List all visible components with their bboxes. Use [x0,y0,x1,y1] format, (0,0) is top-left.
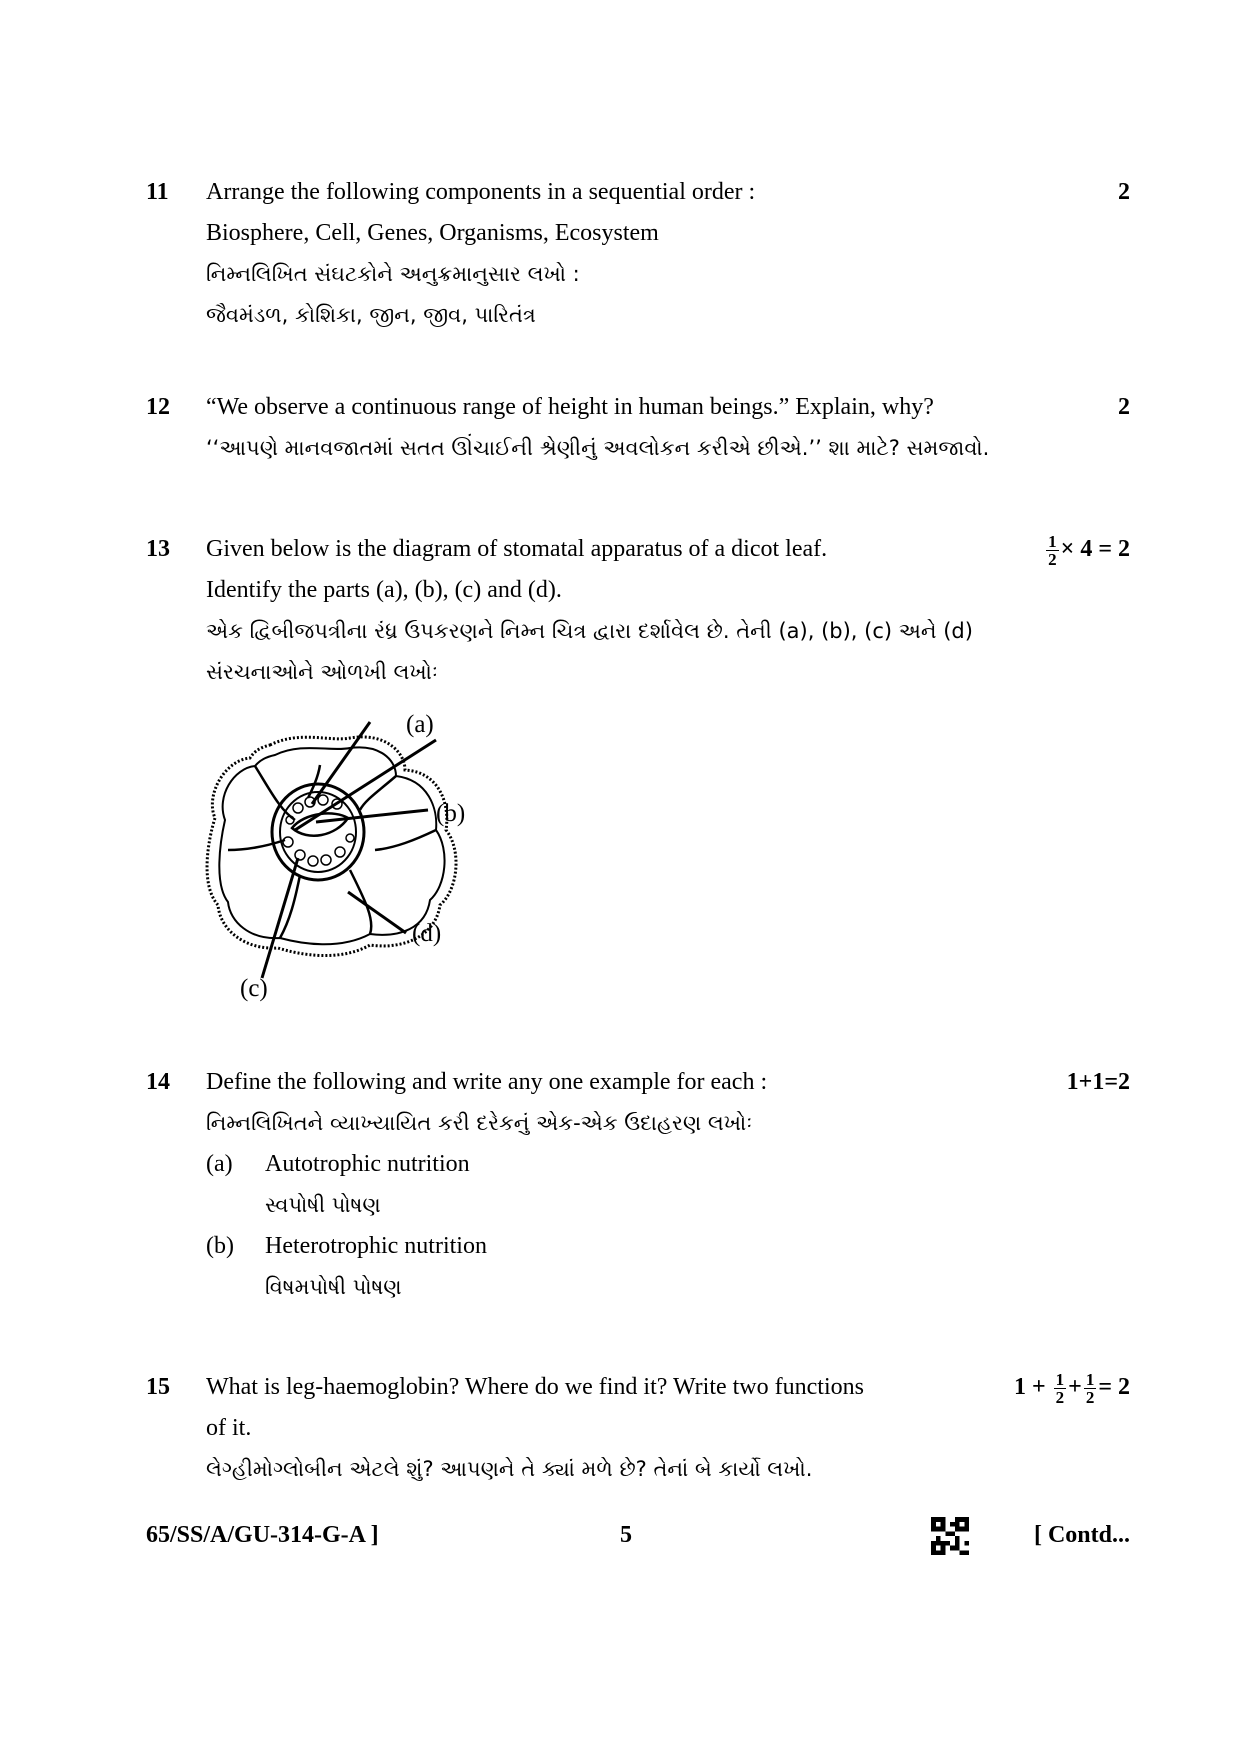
fraction: $\frac{1}{2}$ [1055,1369,1065,1407]
question-text: Arrange the following components in a sequential order : [206,179,756,205]
subsidiary-cell-wall [360,776,396,810]
question-text-gujarati: સંરચનાઓને ઓળખી લખોઃ [206,660,438,684]
question-marks: 1+1=2 [1066,1069,1130,1095]
question-number: 14 [146,1069,170,1095]
continued-marker: [ Contd... [1033,1522,1130,1548]
question-marks: 2 [1118,394,1130,420]
qr-code-icon [930,1517,970,1555]
question-marks: $\frac{1}{2}$ × 4 = 2 [1048,531,1130,569]
subpart-a [206,1144,1130,1185]
question-text: Given below is the diagram of stomatal apparatus of a dicot leaf. [206,536,828,562]
question-number: 12 [146,394,170,420]
question-text-gujarati: એક દ્વિબીજપત્રીના રંધ્ર ઉપકરણને નિમ્ન ચિત્ર દ્વારા દર્શાવેલ છે. તેની (a), (b), (c) અને (d) [206,619,973,643]
subpart-b [206,1226,1130,1267]
leader-line-d [348,892,406,933]
question-marks: 2 [1118,179,1130,205]
question-text-gujarati: લેગ્હીમોગ્લોબીન એટલે શું? આપણને તે ક્યાં મળે છે? તેનાં બે કાર્યો લખો. [206,1457,813,1481]
question-text: “We observe a continuous range of height in human beings.” Explain, why? [206,394,934,420]
subpart-text: Heterotrophic nutrition [265,1233,487,1259]
question-body [206,529,1130,693]
question-text-gujarati: જૈવમંડળ, કોશિકા, જીન, જીવ, પારિતંત્ર [206,303,536,327]
diagram-label-a: (a) [406,711,434,738]
subpart-text: Autotrophic nutrition [265,1151,470,1177]
question-text: Define the following and write any one example for each : [206,1069,768,1095]
leader-line-c [262,858,298,978]
subsidiary-cell-wall [375,830,436,850]
subpart-b-gujarati: વિષમપોષી પોષણ [265,1275,402,1299]
question-number: 15 [146,1374,170,1400]
leader-line-b [316,810,428,822]
diagram-label-c: (c) [240,975,268,1002]
diagram-label-d: (d) [412,920,442,947]
fraction: $\frac{1}{2}$ [1048,531,1057,569]
question-marks: 1 + $\frac{1}{2}$ + $\frac{1}{2}$ = 2 [1013,1369,1130,1407]
subpart-a-gujarati: સ્વપોષી પોષણ [265,1193,381,1217]
page-number: 5 [620,1522,632,1548]
stomatal-pore [292,813,348,835]
question-body [206,387,1130,469]
question-text-gujarati: ‘‘આપણે માનવજાતમાં સતત ઊંચાઈની શ્રેણીનું અવલોકન કરીએ છીએ.’’ શા માટે? સમજાવો. [206,436,990,460]
question-text: What is leg-haemoglobin? Where do we find it? Write two functions [206,1374,864,1400]
fraction: $\frac{1}{2}$ [1085,1369,1095,1407]
question-number: 13 [146,536,170,562]
subpart-label: (a) [206,1151,233,1177]
subpart-label: (b) [206,1233,234,1259]
question-text: Biosphere, Cell, Genes, Organisms, Ecosystem [206,220,659,246]
stomatal-apparatus-diagram [200,700,500,1010]
question-body [206,1062,1130,1308]
paper-code: 65/SS/A/GU-314-G-A ] [146,1522,379,1548]
question-body [206,1367,1130,1490]
subsidiary-cell-wall [228,840,285,850]
diagram-label-b: (b) [436,800,466,827]
question-number: 11 [146,179,169,205]
question-text-gujarati: નિમ્નલિખિતને વ્યાખ્યાયિત કરી દરેકનું એક-એક ઉદાહરણ લખોઃ [206,1111,753,1135]
question-text: Identify the parts (a), (b), (c) and (d). [206,577,562,603]
question-text-gujarati: નિમ્નલિખિત સંઘટકોને અનુક્રમાનુસાર લખો : [206,262,580,286]
question-body [206,172,1130,336]
question-text: of it. [206,1415,252,1441]
